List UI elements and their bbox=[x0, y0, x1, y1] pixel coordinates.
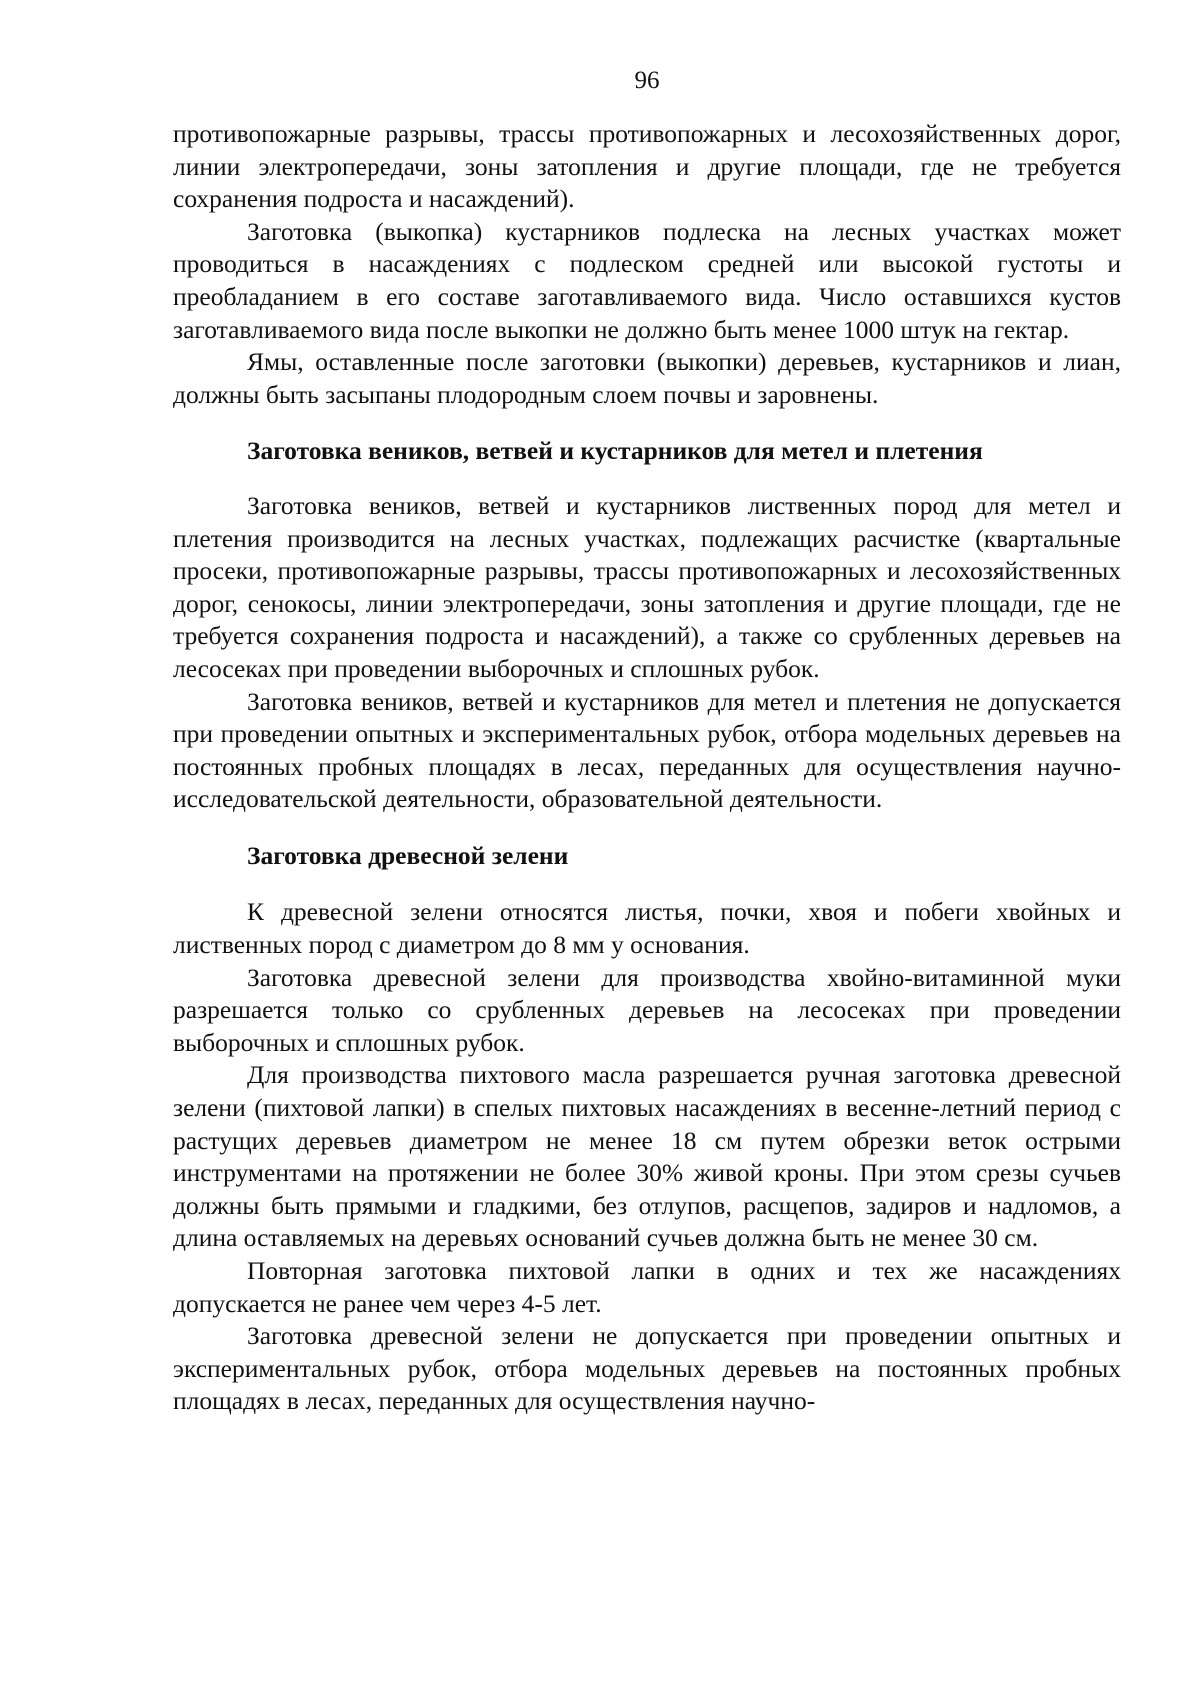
section-heading-greenery: Заготовка древесной зелени bbox=[247, 840, 569, 870]
paragraph-repeat-harvest: Повторная заготовка пихтовой лапки в одних и тех же насаждениях допускается не ранее чем через 4-5 лет. bbox=[173, 1256, 1121, 1318]
document-page bbox=[173, 66, 1121, 1418]
page-number: 96 bbox=[634, 67, 660, 94]
section-heading-brooms: Заготовка веников, ветвей и кустарников для метел и плетения bbox=[247, 436, 983, 466]
paragraph-pits: Ямы, оставленные после заготовки (выкопки) деревьев, кустарников и лиан, должны быть засыпаны плодородным слоем почвы и заровнены. bbox=[173, 347, 1121, 409]
paragraph-brooms-harvest: Заготовка веников, ветвей и кустарников лиственных пород для метел и плетения производится на лесных участках, подлежащих расчистке (квартальные просеки, противопожарные разрывы, трассы противопожарных и лесохозяйственных дорог, сенокосы, линии электропередачи, зоны затопления и другие площади, где не требуется сохранения подроста и насаждений), а также со срубленных деревьев на лесосеках при проведении выборочных и сплошных рубок. bbox=[173, 490, 1121, 683]
paragraph-greenery-restriction: Заготовка древесной зелени не допускается при проведении опытных и экспериментальных рубок, отбора модельных деревьев на постоянных пробных площадях в лесах, переданных для осуществления научно- bbox=[173, 1321, 1121, 1416]
paragraph-continuation: противопожарные разрывы, трассы противопожарных и лесохозяйственных дорог, линии электропередачи, зоны затопления и другие площади, где не требуется сохранения подроста и насаждений). bbox=[173, 119, 1121, 214]
paragraph-brooms-restriction: Заготовка веников, ветвей и кустарников для метел и плетения не допускается при проведении опытных и экспериментальных рубок, отбора модельных деревьев на постоянных пробных площадях в лесах, переданных для осуществления научно-исследовательской деятельности, образовательной деятельности. bbox=[173, 686, 1121, 814]
paragraph-shrub-digging: Заготовка (выкопка) кустарников подлеска на лесных участках может проводиться в насаждениях с подлеском средней или высокой густоты и преобладанием в его составе заготавливаемого вида. Число оставшихся кустов заготавливаемого вида после выкопки не должно быть менее 1000 штук на гектар. bbox=[173, 216, 1121, 344]
paragraph-greenery-flour: Заготовка древесной зелени для производства хвойно-витаминной муки разрешается только со срубленных деревьев на лесосеках при проведении выборочных и сплошных рубок. bbox=[173, 962, 1121, 1057]
paragraph-greenery-definition: К древесной зелени относятся листья, почки, хвоя и побеги хвойных и лиственных пород с диаметром до 8 мм у основания. bbox=[173, 897, 1121, 960]
paragraph-fir-oil: Для производства пихтового масла разрешается ручная заготовка древесной зелени (пихтовой лапки) в спелых пихтовых насаждениях в весенне-летний период с растущих деревьев диаметром не менее 18 см путем обрезки веток острыми инструментами на протяжении не более 30% живой кроны. При этом срезы сучьев должны быть прямыми и гладкими, без отлупов, расщепов, задиров и надломов, а длина оставляемых на деревьях оснований сучьев должна быть не менее 30 см. bbox=[173, 1060, 1121, 1253]
